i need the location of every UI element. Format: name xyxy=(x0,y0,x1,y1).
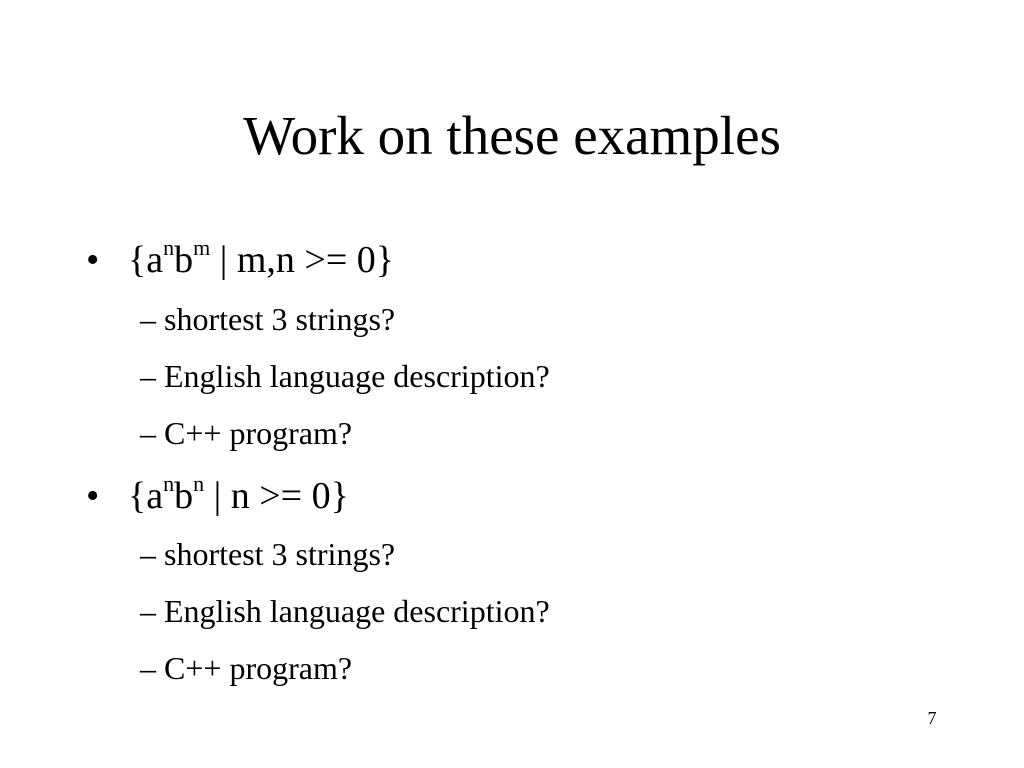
expr-open: {a xyxy=(128,475,164,517)
expr-mid: b xyxy=(174,475,194,517)
sub-item: – English language description? xyxy=(140,358,550,394)
expr-superscript: m xyxy=(193,235,211,261)
expr-superscript: n xyxy=(193,471,205,497)
sub-item: – shortest 3 strings? xyxy=(140,536,396,572)
sub-item: – English language description? xyxy=(140,593,550,629)
bullet-expression xyxy=(128,236,394,284)
bullet-dot: • xyxy=(86,475,100,517)
sub-item: – C++ program? xyxy=(140,650,353,686)
slide-title: Work on these examples xyxy=(243,105,781,166)
expr-mid: b xyxy=(174,239,194,281)
expr-open: {a xyxy=(128,239,164,281)
bullet-dot: • xyxy=(86,239,100,281)
bullet-expression xyxy=(128,472,349,520)
expr-superscript: n xyxy=(163,471,175,497)
sub-item: – C++ program? xyxy=(140,415,353,451)
sub-item: – shortest 3 strings? xyxy=(140,301,396,337)
expr-rest: | m,n >= 0} xyxy=(210,239,394,281)
expr-superscript: n xyxy=(163,235,175,261)
page-number: 7 xyxy=(927,708,937,728)
expr-rest: | n >= 0} xyxy=(204,475,349,517)
